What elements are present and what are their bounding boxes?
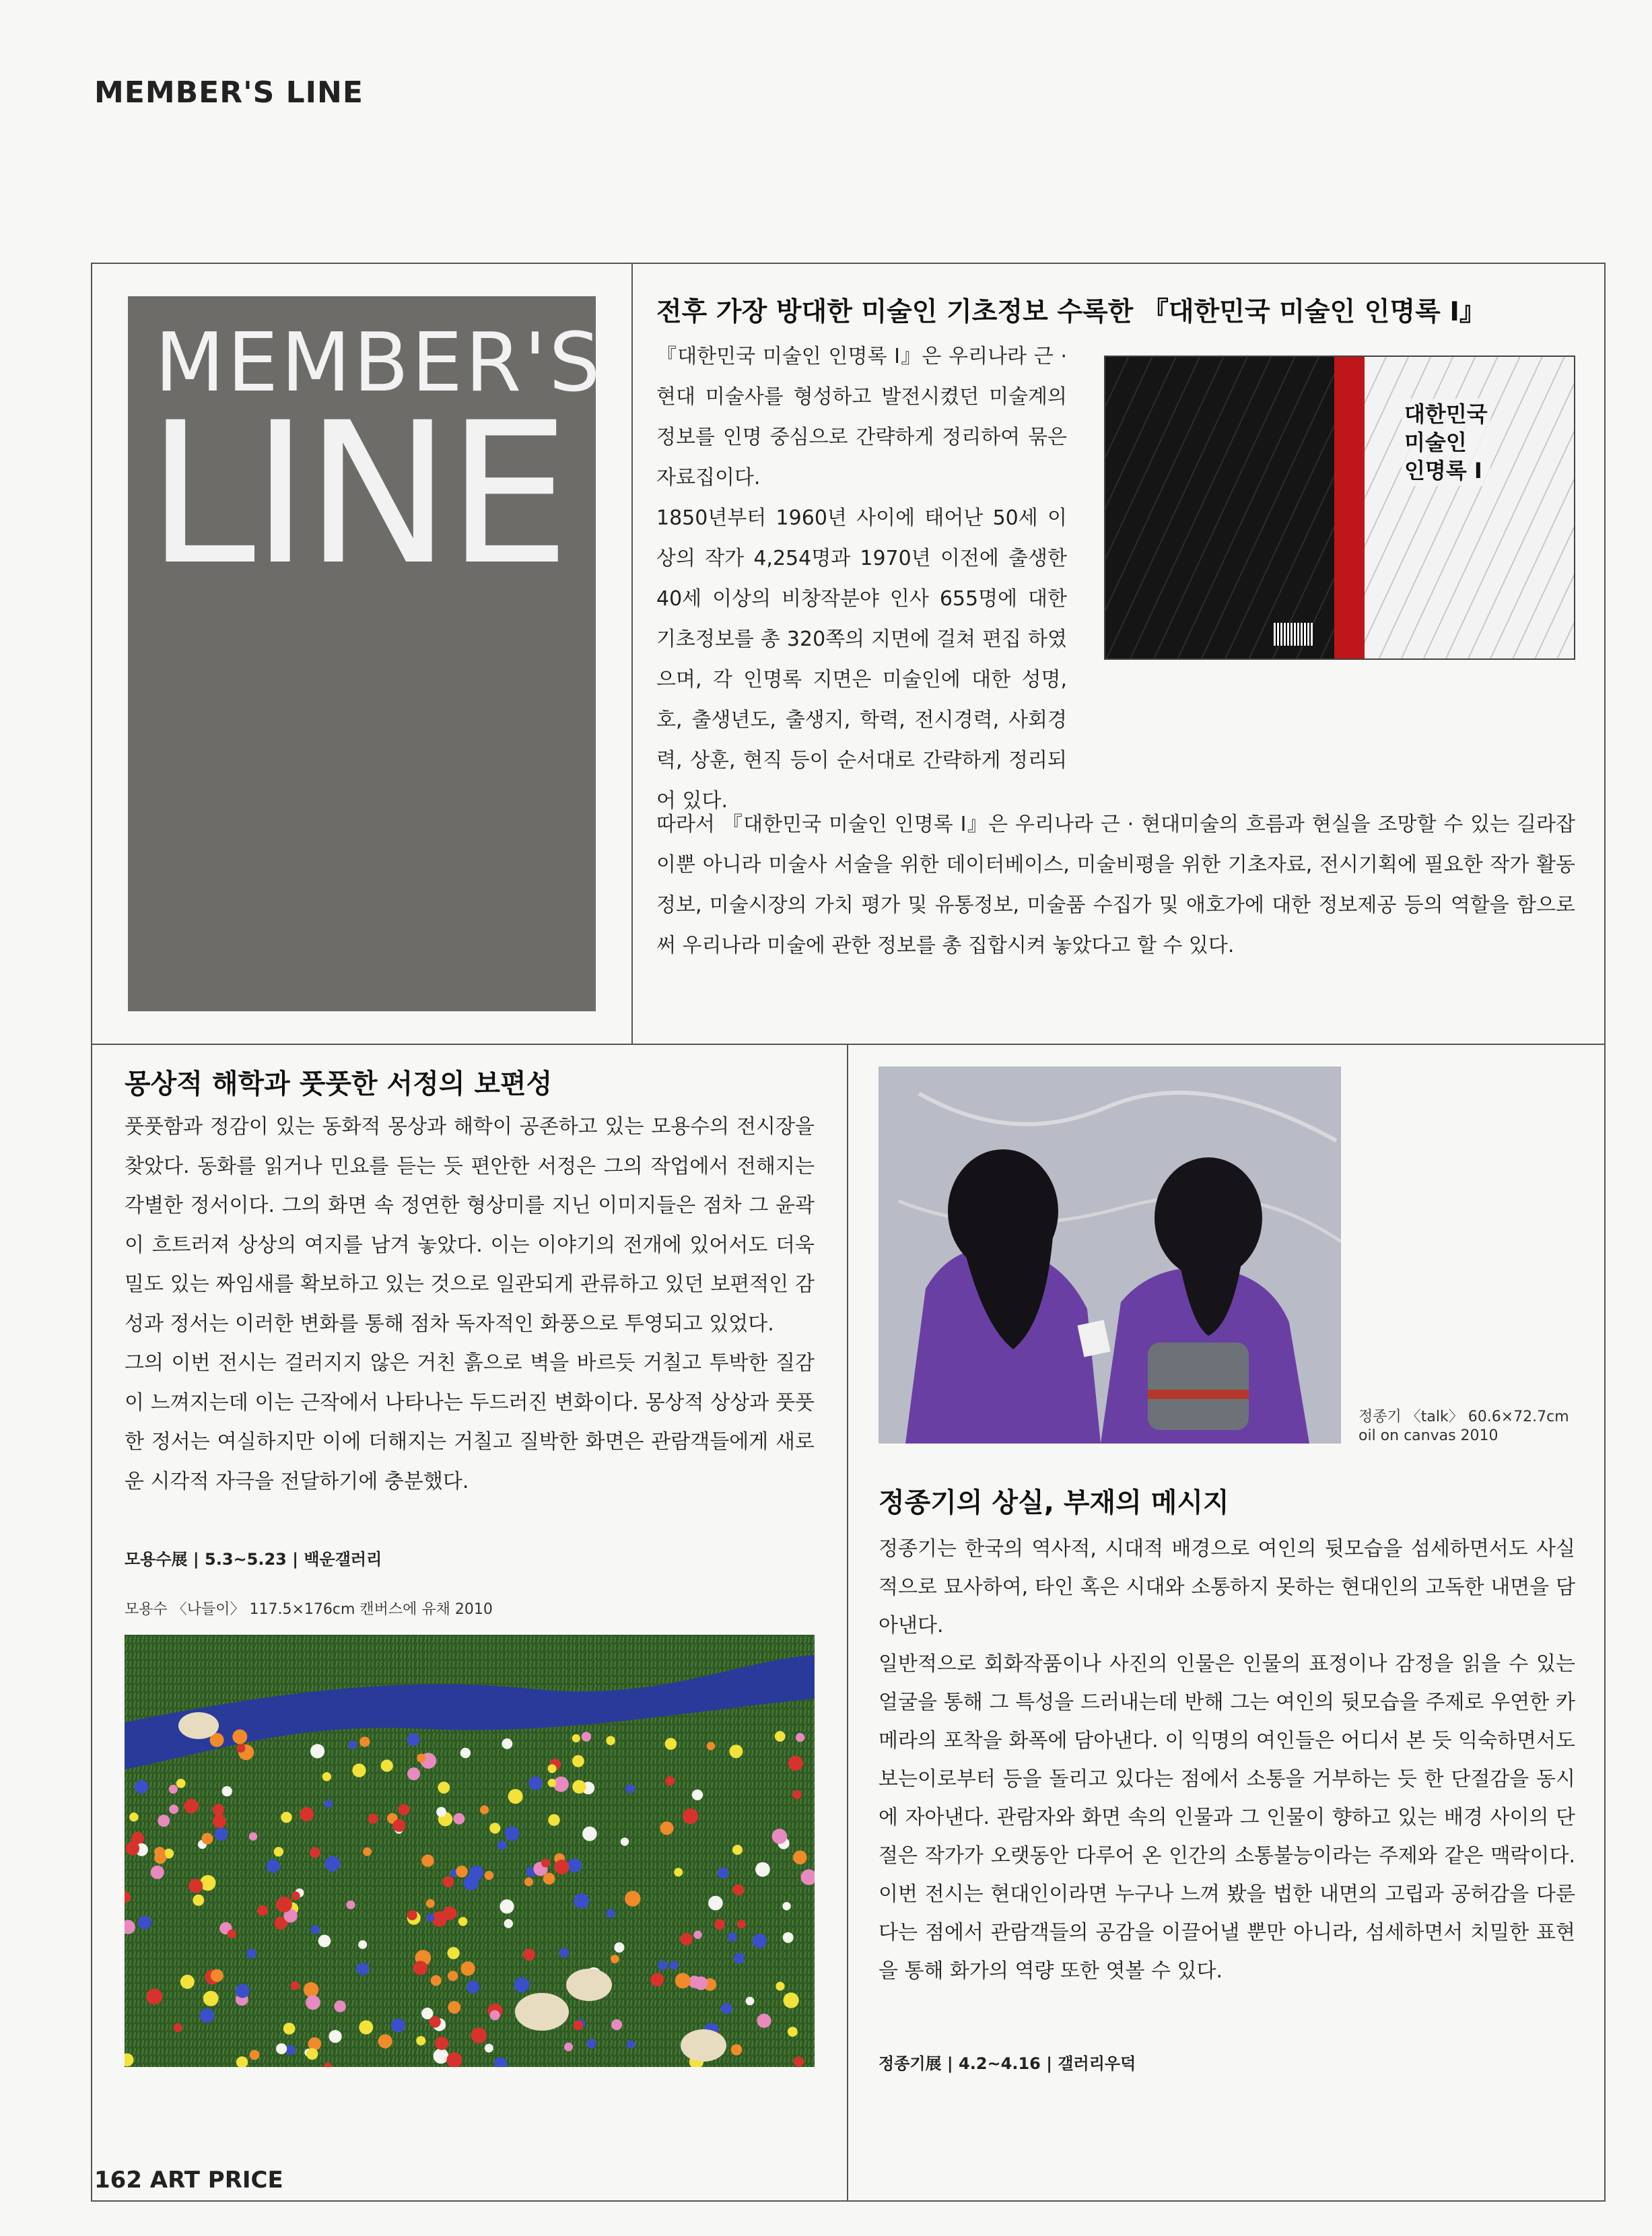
flower-dot xyxy=(306,2048,318,2060)
flower-dot xyxy=(359,2021,373,2035)
flower-dot xyxy=(788,1756,803,1771)
flower-dot xyxy=(708,1896,723,1911)
flower-dot xyxy=(582,1827,597,1841)
flower-dot xyxy=(306,1995,320,2010)
article3-paragraph: 정종기는 한국의 역사적, 시대적 배경으로 여인의 뒷모습을 섬세하면서도 사실적으로 묘사하여, 타인 혹은 시대와 소통하지 못하는 현대인의 고독한 내면을 담아낸다. xyxy=(879,1537,1575,1637)
flower-dot xyxy=(357,1963,370,1975)
article2-exhibition-info: 모용수展 | 5.3~5.23 | 백운갤러리 xyxy=(125,1550,382,1569)
flower-dot xyxy=(334,2000,346,2012)
flower-dot xyxy=(151,1866,164,1879)
flower-dot xyxy=(500,1899,514,1913)
flower-dot xyxy=(381,1759,393,1771)
flower-dot xyxy=(458,1917,467,1926)
flower-dot xyxy=(352,1763,366,1777)
flower-dot xyxy=(548,1815,559,1826)
flower-dot xyxy=(621,1837,629,1845)
flower-dot xyxy=(559,1948,569,1957)
flower-dot xyxy=(693,1930,701,1938)
flower-dot xyxy=(324,1800,333,1808)
flower-dot xyxy=(523,1949,535,1961)
article1-paragraph: 1850년부터 1960년 사이에 태어난 50세 이상의 작가 4,254명과 1970년 이전에 출생한 40세 이상의 비창작분야 인사 655명에 대한 기초정보를 총 320쪽의 지면에 걸쳐 편집 하였으며, 각 인명록 지면은 미술인에 대한 성명, 호, 출생년도, 출생지, 학력, 전시경력, 사회경력, 상훈, 현직 등이 순서대로 간략하게 정리되어 있다. xyxy=(656,506,1067,813)
flower-dot xyxy=(718,1868,729,1879)
flower-dot xyxy=(434,2049,449,2064)
flower-dot xyxy=(276,2043,287,2054)
flower-dot xyxy=(169,1804,178,1814)
girls-painting-svg xyxy=(879,1066,1341,1444)
flower-dot xyxy=(325,1856,341,1872)
flower-dot xyxy=(574,1893,589,1909)
flower-dot xyxy=(524,1878,533,1887)
flower-dot xyxy=(669,1961,678,1969)
flower-dot xyxy=(443,1906,456,1920)
flower-dot xyxy=(627,2040,635,2048)
flower-dot xyxy=(675,1973,691,1988)
flower-dot xyxy=(784,1992,799,2008)
article3-exhibition-info: 정종기展 | 4.2~4.16 | 갤러리우덕 xyxy=(879,2054,1136,2073)
flower-dot xyxy=(246,1949,256,1959)
flower-dot xyxy=(421,1854,434,1866)
flower-dot xyxy=(660,1821,674,1835)
flower-dot xyxy=(311,1925,320,1934)
flower-dot xyxy=(169,1785,178,1794)
flower-dot xyxy=(359,1736,370,1747)
flower-dot xyxy=(363,1848,372,1856)
flower-dot xyxy=(426,1913,434,1922)
title-block-line2: LINE xyxy=(147,381,567,608)
flower-dot xyxy=(514,1977,530,1993)
flower-dot xyxy=(485,2044,493,2053)
book-title-line: 미술인 xyxy=(1404,430,1467,455)
flower-dot xyxy=(794,2056,804,2066)
flower-dot xyxy=(611,1955,619,1963)
flower-dot xyxy=(714,1919,725,1930)
book-back-cover xyxy=(1105,357,1334,658)
flower-dot xyxy=(574,2021,584,2031)
flower-dot xyxy=(548,1779,556,1787)
flower-dot xyxy=(322,1772,331,1781)
flower-dot xyxy=(426,1899,435,1908)
flower-dot xyxy=(283,2023,296,2035)
barcode-icon xyxy=(1274,623,1313,646)
flower-dot xyxy=(215,1827,228,1841)
flower-dot xyxy=(625,1784,635,1794)
flower-dot xyxy=(436,1807,446,1817)
book-cover-title xyxy=(1402,399,1490,486)
flower-dot xyxy=(250,2050,260,2060)
article3-body xyxy=(879,1530,1575,1990)
flower-dot xyxy=(438,1782,450,1794)
flower-dot xyxy=(658,1961,667,1970)
article1-paragraph: 『대한민국 미술인 인명록 Ⅰ』은 우리나라 근 · 현대 미술사를 형성하고 발전시켰던 미술계의 정보를 인명 중심으로 간략하게 정리하여 묶은 자료집이다. xyxy=(656,345,1067,489)
title-block xyxy=(128,296,603,1011)
flower-dot xyxy=(554,1860,569,1874)
flower-dot xyxy=(138,1916,151,1929)
flower-dot xyxy=(174,2023,182,2032)
article1-paragraph: 따라서 『대한민국 미술인 인명록 Ⅰ』은 우리나라 근 · 현대미술의 흐름과 현실을 조망할 수 있는 길라잡이뿐 아니라 미술사 서술을 위한 데이터베이스, 미술비평을 위한 기초자료, 전시기획에 필요한 작가 활동정보, 미술시장의 가치 평가 및 유통정보, 미술품 수집가 및 애호가에 대한 정보제공 등의 역할을 함으로써 우리나라 미술에 관한 정보를 총 집합시켜 놓았다고 할 수 있다. xyxy=(656,813,1575,957)
flower-dot xyxy=(489,1823,500,1833)
flower-dot xyxy=(606,1736,615,1745)
flower-dot xyxy=(129,1812,138,1821)
flower-dot xyxy=(448,2001,460,2014)
flower-dot xyxy=(772,1829,788,1844)
flower-dot xyxy=(310,1848,320,1858)
flower-dot xyxy=(310,1744,324,1758)
flower-dot xyxy=(567,1858,582,1872)
flower-dot xyxy=(276,1897,292,1913)
divider-bottom-vertical xyxy=(847,1044,848,2202)
flower-dot xyxy=(572,1734,580,1742)
flower-dot xyxy=(614,1942,624,1953)
flower-dot xyxy=(146,1989,162,2005)
flower-dot xyxy=(505,1826,520,1841)
flower-dot xyxy=(502,1738,513,1749)
flower-dot xyxy=(625,1891,640,1906)
flower-dot xyxy=(783,1932,794,1943)
flower-dot xyxy=(213,1804,224,1815)
flower-dot xyxy=(734,1953,745,1964)
flower-dot xyxy=(304,1982,318,1997)
flower-dot xyxy=(564,2043,573,2052)
flower-dot xyxy=(796,1733,804,1742)
flower-dot xyxy=(508,1789,523,1804)
flower-dot xyxy=(201,1833,213,1844)
article1-title: 전후 가장 방대한 미술인 기초정보 수록한 『대한민국 미술인 인명록 Ⅰ』 xyxy=(656,297,1486,327)
flower-dot xyxy=(728,1932,737,1942)
flower-dot xyxy=(274,1847,283,1856)
flower-dot xyxy=(158,1815,170,1827)
flower-dot xyxy=(775,1731,786,1742)
flower-dot xyxy=(126,1841,139,1855)
flower-dot xyxy=(471,2027,487,2043)
flower-dot xyxy=(285,2045,296,2055)
flower-dot xyxy=(349,1740,357,1749)
article3-caption-line1: 정종기 〈talk〉 60.6×72.7cm xyxy=(1358,1409,1569,1425)
flower-dot xyxy=(417,1754,425,1763)
flower-dot xyxy=(528,1776,542,1790)
flower-dot xyxy=(291,1891,300,1900)
flower-dot xyxy=(347,1901,355,1909)
flower-dot xyxy=(154,1847,165,1858)
flower-dot xyxy=(782,1902,790,1910)
flower-dot xyxy=(729,1744,743,1758)
article3-paragraph: 일반적으로 회화작품이나 사진의 인물은 인물의 표정이나 감정을 읽을 수 있는 얼굴을 통해 그 특성을 드러내는데 반해 그는 여인의 뒷모습을 주제로 우연한 카메라의 포착을 화폭에 담아낸다. 이 익명의 여인들은 어디서 본 듯 익숙하면서도 보는이로부터 등을 돌리고 있다는 점에서 소통을 거부하는 듯 한 단절감을 동시에 자아낸다. 관람자와 화면 속의 인물과 그 인물이 향하고 있는 배경 사이의 단절은 작가가 오랫동안 다루어 온 인간의 소통불능이라는 주제와 같은 맥락이다. 이번 전시는 현대인이라면 누구나 느껴 봤을 법한 내면의 고립과 공허감을 다룬다는 점에서 관람객들의 공감을 이끌어낼 뿐만 아니라, 섬세하면서 치밀한 표현을 통해 화가의 역량 또한 엿볼 수 있다. xyxy=(879,1652,1575,1983)
flower-dot xyxy=(737,1920,746,1928)
divider-top-vertical xyxy=(631,263,633,1045)
field-painting-image xyxy=(125,1635,815,2067)
book-spine xyxy=(1334,357,1365,658)
flower-dot xyxy=(650,1973,664,1986)
flower-dot xyxy=(435,2037,448,2050)
flower-dot xyxy=(454,1813,465,1825)
girls-painting-image xyxy=(879,1066,1341,1444)
divider-middle-horizontal xyxy=(91,1044,1606,1045)
flower-dot xyxy=(300,1807,314,1821)
flower-dot xyxy=(329,2030,342,2043)
flower-dot xyxy=(188,1879,203,1893)
flower-dot xyxy=(378,2034,392,2048)
flower-dot xyxy=(257,1905,268,1916)
flower-dot xyxy=(222,1786,232,1796)
flower-dot xyxy=(184,1799,199,1814)
flower-dot xyxy=(448,1947,460,1959)
flower-dot xyxy=(587,2039,596,2048)
book-cover-image xyxy=(1104,355,1575,660)
flower-dot xyxy=(281,1812,291,1823)
flower-dot xyxy=(721,2003,732,2014)
flower-dot xyxy=(497,1841,507,1850)
article2-caption: 모용수 〈나들이〉 117.5×176cm 캔버스에 유채 2010 xyxy=(125,1601,493,1618)
flower-dot xyxy=(788,2027,798,2037)
flower-dot xyxy=(480,1805,489,1814)
flower-dot xyxy=(135,1780,148,1794)
flower-dot xyxy=(236,1984,250,1998)
flower-dot xyxy=(228,1930,236,1938)
flower-dot xyxy=(266,1860,279,1873)
flower-dot xyxy=(180,1975,195,1989)
flower-dot xyxy=(665,1738,677,1750)
flower-dot xyxy=(793,1850,807,1864)
flower-dot xyxy=(291,1981,300,1990)
flower-dot xyxy=(318,1935,331,1948)
flower-dot xyxy=(611,2019,622,2030)
article2-title: 몽상적 해학과 풋풋한 서정의 보편성 xyxy=(125,1069,553,1099)
flower-dot xyxy=(448,1971,458,1981)
section-label: MEMBER'S LINE xyxy=(94,75,364,110)
flower-dot xyxy=(485,1871,493,1880)
page-footer: 162 ART PRICE xyxy=(94,2167,283,2194)
book-title-line: 인명록 Ⅰ xyxy=(1404,458,1482,483)
flower-dot xyxy=(236,1744,245,1753)
flower-dot xyxy=(607,1909,615,1918)
flower-dot xyxy=(429,2016,441,2027)
flower-dot xyxy=(407,1910,417,1920)
flower-dot xyxy=(683,1808,698,1824)
flower-dot xyxy=(753,1934,767,1948)
flower-dot xyxy=(407,1733,420,1746)
flower-dot xyxy=(391,2019,405,2033)
flower-dot xyxy=(665,1776,675,1786)
flower-dot xyxy=(431,1975,442,1986)
flower-dot xyxy=(467,1981,479,1994)
article3-caption-line2: oil on canvas 2010 xyxy=(1358,1427,1499,1444)
flower-dot xyxy=(358,1940,367,1949)
article2-paragraph: 풋풋함과 정감이 있는 동화적 몽상과 해학이 공존하고 있는 모용수의 전시장을 찾았다. 동화를 읽거나 민요를 듣는 듯 편안한 서정은 그의 작업에서 전해지는 각별한 정서이다. 그의 화면 속 정연한 형상미를 지닌 이미지들은 점차 그 윤곽이 흐트러져 상상의 여지를 남겨 놓았다. 이는 이야기의 전개에 있어서도 더욱 밀도 있는 짜임새를 확보하고 있는 것으로 일관되게 관류하고 있던 보편적인 감성과 정서는 이러한 변화를 통해 점차 독자적인 화풍으로 투영되고 있었다. xyxy=(125,1115,815,1336)
flower-dot xyxy=(694,1977,708,1990)
flower-dot xyxy=(460,1961,475,1975)
flower-dot xyxy=(368,1814,378,1824)
flower-dot xyxy=(755,1862,770,1877)
flower-dot xyxy=(733,1885,744,1895)
field-painting-svg xyxy=(125,1635,815,2067)
flower-dot xyxy=(213,1815,226,1828)
flower-dot xyxy=(232,1730,247,1744)
flower-dot xyxy=(572,1780,586,1794)
flower-dot xyxy=(757,2014,771,2028)
flower-dot xyxy=(399,1804,410,1816)
flower-dot xyxy=(746,1997,755,2006)
flower-dot xyxy=(460,1748,471,1758)
flower-dot xyxy=(707,1742,715,1750)
flower-dot xyxy=(211,1969,223,1982)
flower-dot xyxy=(469,1866,484,1881)
flower-dot xyxy=(203,1991,219,2006)
flower-dot xyxy=(541,1859,550,1868)
article2-paragraph: 그의 이번 전시는 걸러지지 않은 거친 흙으로 벽을 바르듯 거칠고 투박한 질감이 느껴지는데 이는 근작에서 나타나는 두드러진 변화이다. 몽상적 상상과 풋풋한 정서는 여실하지만 이에 더해지는 거칠고 질박한 화면은 관람객들에게 새로운 시각적 자극을 전달하기에 충분했다. xyxy=(125,1351,815,1493)
flower-dot xyxy=(674,1868,683,1876)
flower-dot xyxy=(249,1832,257,1840)
flower-dot xyxy=(176,1779,186,1788)
flower-dot xyxy=(732,1845,743,1855)
flower-dot xyxy=(456,1866,468,1878)
flower-dot xyxy=(407,1767,420,1780)
flower-dot xyxy=(792,1790,801,1799)
article2-body xyxy=(125,1108,815,1501)
article1-body-bottom xyxy=(656,805,1575,966)
flower-dot xyxy=(543,1873,555,1885)
flower-dot xyxy=(692,1790,703,1800)
flower-dot xyxy=(582,1732,591,1741)
book-title-line: 대한민국 xyxy=(1404,401,1488,427)
flower-dot xyxy=(681,1933,693,1945)
article3-title: 정종기의 상실, 부재의 메시지 xyxy=(879,1487,1229,1518)
flower-dot xyxy=(490,2010,500,2021)
article1-body-top xyxy=(656,337,1067,821)
flower-dot xyxy=(504,1919,513,1928)
flower-dot xyxy=(193,1895,204,1906)
flower-dot xyxy=(572,1755,584,1767)
flower-dot xyxy=(548,1764,557,1773)
flower-dot xyxy=(416,2036,425,2045)
flower-dot xyxy=(393,1819,406,1832)
title-block-line1: MEMBER'S xyxy=(155,316,603,410)
flower-dot xyxy=(443,1876,454,1888)
flower-dot xyxy=(731,2044,743,2056)
flower-dot xyxy=(776,1981,784,1990)
flower-dot xyxy=(413,1961,427,1975)
flower-dot xyxy=(200,2008,215,2023)
